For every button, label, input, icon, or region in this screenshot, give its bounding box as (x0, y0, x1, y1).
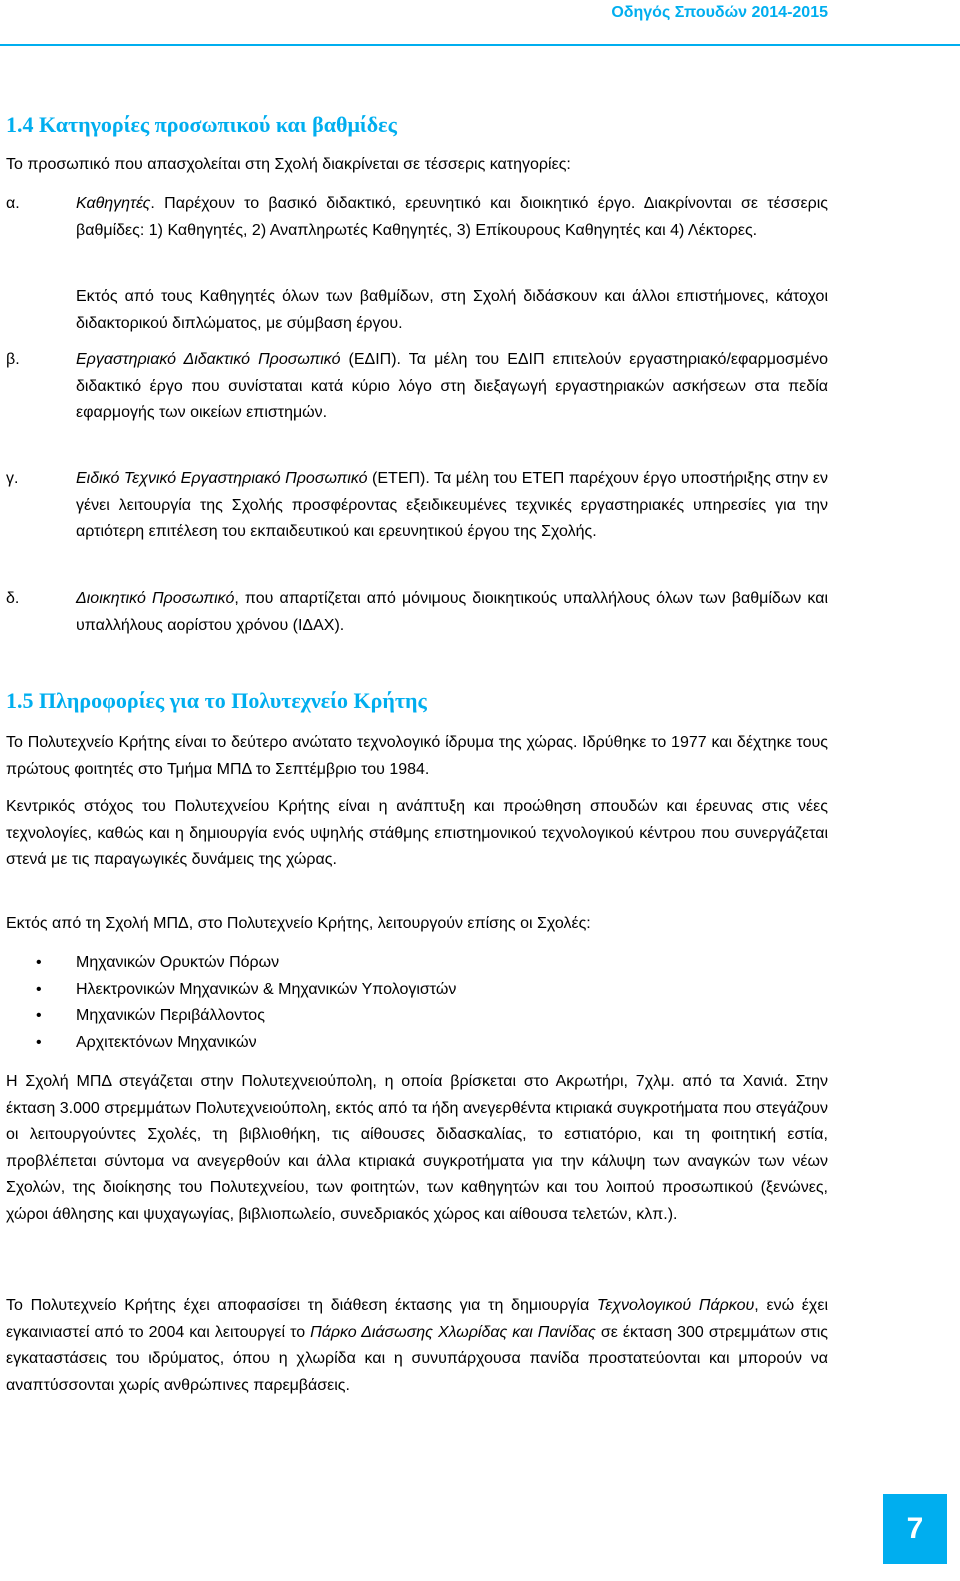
list-item-d (6, 586, 828, 639)
bullet-icon: • (36, 1034, 42, 1051)
school-name: Μηχανικών Ορυκτών Πόρων (76, 954, 280, 971)
item-description: (ΕΤΕΠ). Τα μέλη του ΕΤΕΠ παρέχουν έργο υποστήριξης στην εν γένει λειτουργία της Σχολής προσφέροντας εξειδικευμένες τεχνικές εργαστηριακές υπηρεσίες για την αρτιότερη επιτέλεση του εκπαιδευτικού και ερευνητικού έργου της Σχολής. (76, 470, 828, 540)
flora-park-term: Πάρκο Διάσωσης Χλωρίδας και Πανίδας (310, 1323, 596, 1341)
list-item-a (6, 191, 828, 244)
list-item (36, 1030, 257, 1057)
item-description: . Παρέχουν το βασικό διδακτικό, ερευνητικό και διοικητικό έργο. Διακρίνονται σε τέσσερις βαθμίδες: 1) Καθηγητές, 2) Αναπληρωτές Καθηγητές, 3) Επίκουρους Καθηγητές και 4) Λέκτορες. (76, 195, 828, 239)
school-name: Αρχιτεκτόνων Μηχανικών (76, 1034, 257, 1051)
paragraph-park (6, 1293, 828, 1399)
item-label: β. (6, 351, 20, 368)
paragraph-campus: Η Σχολή ΜΠΔ στεγάζεται στην Πολυτεχνειούπολη, η οποία βρίσκεται στο Ακρωτήρι, 7χλμ. από τα Χανιά. Στην έκταση 3.000 στρεμμάτων Πολυτεχνειούπολη, εκτός από τα ήδη ανεγερθέντα κτιριακά συγκροτήματα που στεγάζουν οι λειτουργούντες Σχολές, τη βιβλιοθήκη, τις αίθουσες διδασκαλίας, το εστιατόριο, και τη φοιτητική εστία, προβλέπεται σύντομα να ανεγερθούν και άλλα κτιριακά συγκροτήματα για την κάλυψη των αναγκών των νέων Σχολών, της διοίκησης του Πολυτεχνείου, των φοιτητών, των καθηγητών και του λοιπού προσωπικού (ξενώνες, χώροι άθλησης και ψυχαγωγίας, βιβλιοπωλείο, συνεδριακός χώρος και αίθουσα τελετών, κλπ.). (6, 1073, 828, 1223)
item-term: Ειδικό Τεχνικό Εργαστηριακό Προσωπικό (76, 470, 368, 487)
school-name: Ηλεκτρονικών Μηχανικών & Μηχανικών Υπολογιστών (76, 981, 457, 998)
list-item-c (6, 466, 828, 546)
paragraph-founding: Το Πολυτεχνείο Κρήτης είναι το δεύτερο ανώτατο τεχνολογικό ίδρυμα της χώρας. Ιδρύθηκε το 1977 και δέχτηκε τους πρώτους φοιτητές στο Τμήμα ΜΠΔ το Σεπτέμβριο του 1984. (6, 734, 828, 778)
item-label: γ. (6, 470, 19, 487)
item-text (76, 347, 828, 427)
item-text (76, 466, 828, 546)
item-label: δ. (6, 590, 20, 607)
section-heading-1-4: 1.4 Κατηγορίες προσωπικού και βαθμίδες (6, 112, 397, 137)
tech-park-term: Τεχνολογικού Πάρκου (596, 1297, 755, 1314)
section-heading-1-5: 1.5 Πληροφορίες για το Πολυτεχνείο Κρήτης (6, 688, 427, 713)
item-term: Καθηγητές (76, 195, 151, 212)
bullet-icon: • (36, 1007, 42, 1024)
item-text (76, 586, 828, 639)
page-number: 7 (883, 1494, 947, 1564)
list-item (36, 977, 456, 1004)
item-label: α. (6, 195, 20, 212)
park-text-3: σε έκταση 300 στρεμμάτων στις εγκαταστάσεις του ιδρύματος, όπου η χλωρίδα και η συνυπάρχουσα πανίδα προστατεύονται και μπορούν να αναπτύσσονται χωρίς ανθρώπινες παρεμβάσεις. (6, 1323, 829, 1394)
bullet-icon: • (36, 981, 42, 998)
bullet-icon: • (36, 954, 42, 971)
school-name: Μηχανικών Περιβάλλοντος (76, 1007, 265, 1024)
item-description: , που απαρτίζεται από μόνιμους διοικητικούς υπαλλήλους όλων των βαθμίδων και υπαλλήλους αορίστου χρόνου (ΙΔΑΧ). (76, 590, 829, 634)
running-header: Οδηγός Σπουδών 2014-2015 (611, 4, 828, 21)
item-description: (ΕΔΙΠ). Τα μέλη του ΕΔΙΠ επιτελούν εργαστηριακό/εφαρμοσμένο διδακτικό έργο που συνίσταται κατά κύριο λόγο στη διεξαγωγή εργαστηριακών ασκήσεων στα πεδία εφαρμογής των οικείων επιστημών. (76, 351, 828, 421)
item-term: Διοικητικό Προσωπικό (76, 590, 235, 607)
park-text-1: Το Πολυτεχνείο Κρήτης έχει αποφασίσει τη διάθεση έκτασης για τη δημιουργία (6, 1297, 597, 1314)
list-item (36, 950, 279, 977)
paragraph-schools-intro: Εκτός από τη Σχολή ΜΠΔ, στο Πολυτεχνείο Κρήτης, λειτουργούν επίσης οι Σχολές: (6, 915, 591, 932)
header-rule (0, 44, 960, 46)
item-text (76, 191, 828, 244)
list-item-b (6, 347, 828, 427)
list-item (36, 1003, 265, 1030)
intro-paragraph: Το προσωπικό που απασχολείται στη Σχολή διακρίνεται σε τέσσερις κατηγορίες: (6, 156, 571, 173)
park-text-2: , ενώ έχει εγκαινιαστεί από το 2004 και λειτουργεί το (6, 1297, 829, 1341)
item-a-extra-paragraph: Εκτός από τους Καθηγητές όλων των βαθμίδων, στη Σχολή διδάσκουν και άλλοι επιστήμονες, κάτοχοι διδακτορικού διπλώματος, με σύμβαση έργου. (76, 288, 828, 332)
paragraph-goal: Κεντρικός στόχος του Πολυτεχνείου Κρήτης είναι η ανάπτυξη και προώθηση σπουδών και έρευνας στις νέες τεχνολογίες, καθώς και η δημιουργία ενός υψηλής στάθμης επιστημονικού τεχνολογικού κέντρου που συνεργάζεται στενά με τις παραγωγικές δυνάμεις της χώρας. (6, 798, 828, 868)
item-term: Εργαστηριακό Διδακτικό Προσωπικό (76, 351, 341, 368)
